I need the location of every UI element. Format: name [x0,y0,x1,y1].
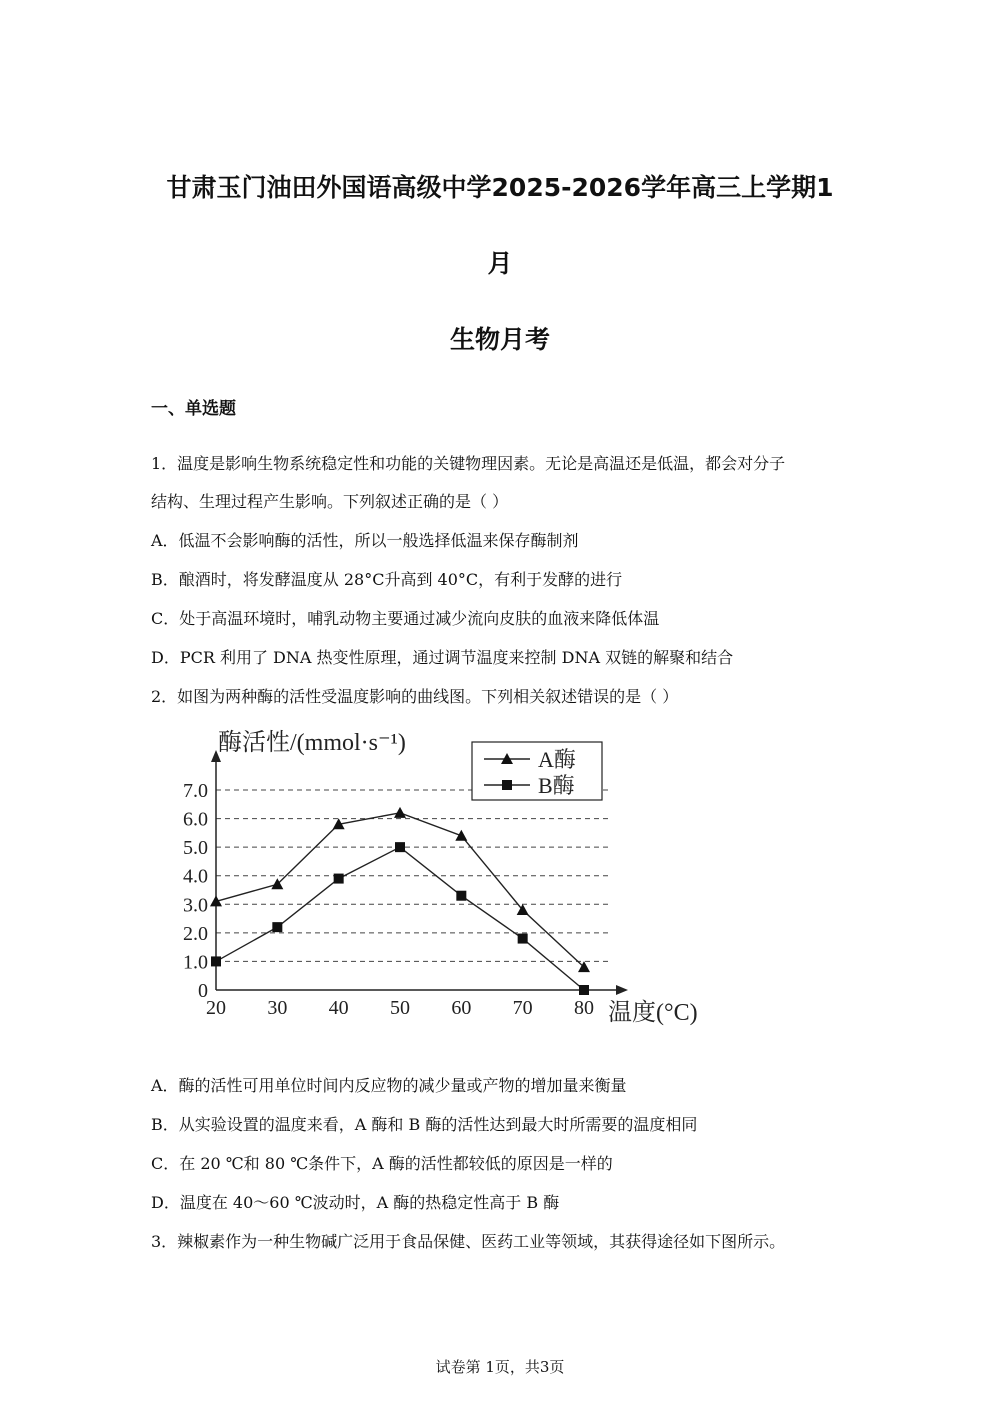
page-footer: 试卷第 1页，共3页 [435,1358,565,1376]
series-b-point [334,874,344,884]
y-axis-label: 酶活性/(mmol·s⁻¹) [218,730,406,756]
x-axis-label: 温度(°C) [608,1000,698,1026]
q1-stem-line2: 结构、生理过程产生影响。下列叙述正确的是（ ） [151,492,509,511]
q2-stem: 2．如图为两种酶的活性受温度影响的曲线图。下列相关叙述错误的是（ ） [151,687,679,706]
q1-option-a: A．低温不会影响酶的活性，所以一般选择低温来保存酶制剂 [151,531,579,550]
section-heading: 一、单选题 [151,399,236,419]
q1-stem-line1: 1．温度是影响生物系统稳定性和功能的关键物理因素。无论是高温还是低温，都会对分子 [151,454,786,473]
y-tick-label: 6.0 [183,808,208,831]
x-tick-label: 20 [206,997,226,1019]
legend-box [472,742,602,800]
legend-b-marker [502,780,512,790]
series-b-point [272,922,282,932]
x-tick-label: 50 [390,997,410,1019]
series-b-point [579,985,589,995]
x-tick-label: 40 [328,997,349,1019]
legend-b-label: B酶 [538,773,575,798]
doc-title-line2: 月 [487,249,513,278]
q2-option-a: A．酶的活性可用单位时间内反应物的减少量或产物的增加量来衡量 [151,1076,627,1095]
q2-option-c: C．在 20 ℃和 80 ℃条件下，A 酶的活性都较低的原因是一样的 [151,1154,613,1173]
q2-option-b: B．从实验设置的温度来看，A 酶和 B 酶的活性达到最大时所需要的温度相同 [151,1115,698,1134]
q1-option-c: C．处于高温环境时，哺乳动物主要通过减少流向皮肤的血液来降低体温 [151,609,660,628]
enzyme-activity-chart [180,722,740,1032]
x-tick-label: 30 [267,997,288,1019]
x-axis-arrow [616,985,628,995]
y-tick-label: 2.0 [183,922,208,945]
series-b-point [456,891,466,901]
doc-title-line3: 生物月考 [449,325,550,354]
series-b-point [518,934,528,944]
q2-option-d: D．温度在 40～60 ℃波动时，A 酶的热稳定性高于 B 酶 [151,1193,560,1212]
chart-ticks [183,780,594,1019]
y-tick-label: 3.0 [183,894,208,917]
series-a-point [394,807,406,818]
y-tick-label: 1.0 [183,951,208,974]
q1-option-d: D．PCR 利用了 DNA 热变性原理，通过调节温度来控制 DNA 双链的解聚和结合 [151,648,734,667]
series-b-line [216,847,584,990]
y-tick-label: 7.0 [183,780,208,802]
doc-title-line1: 甘肃玉门油田外国语高级中学2025-2026学年高三上学期1 [166,173,834,202]
series-a-point [455,830,467,841]
series-b-point [211,956,221,966]
chart-series [210,807,590,995]
legend-a-label: A酶 [538,747,576,772]
x-tick-label: 70 [512,997,533,1019]
series-b-point [395,842,405,852]
y-tick-label: 4.0 [183,865,208,888]
chart-legend [472,742,602,800]
x-tick-label: 80 [574,997,594,1019]
y-tick-label: 5.0 [183,837,208,860]
x-tick-label: 60 [451,997,472,1019]
q1-option-b: B．酿酒时，将发酵温度从 28°C升高到 40°C，有利于发酵的进行 [151,570,623,589]
y-tick-label: 0 [198,980,208,1002]
q3-stem: 3．辣椒素作为一种生物碱广泛用于食品保健、医药工业等领域，其获得途径如下图所示。 [151,1232,786,1251]
